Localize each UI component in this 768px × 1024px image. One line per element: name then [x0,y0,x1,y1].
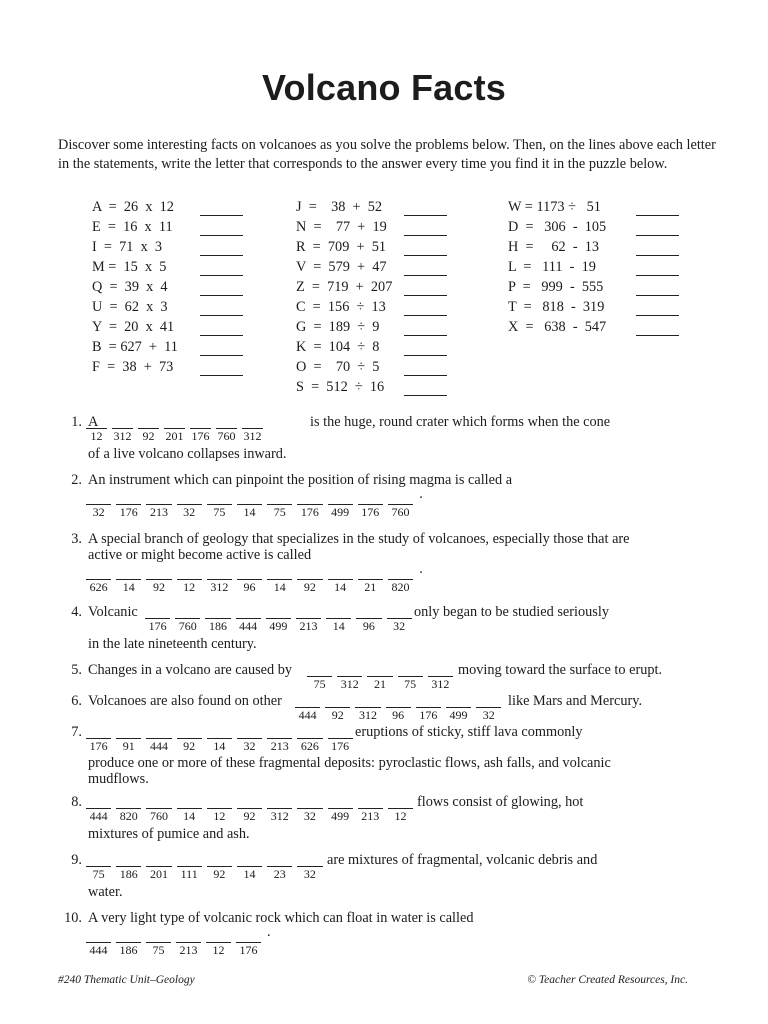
letter-slot[interactable] [145,604,175,633]
letter-slot[interactable] [216,414,242,443]
letter-slot[interactable] [116,724,146,753]
letter-slot[interactable] [146,794,176,823]
answer-blank[interactable] [200,241,243,256]
letter-slot[interactable] [328,794,358,823]
letter-code: 14 [273,580,286,594]
letter-slot[interactable] [207,565,237,594]
letter-slot[interactable] [112,414,138,443]
question-text: Volcanoes are also found on other [88,693,282,709]
letter-slot[interactable] [176,928,206,957]
letter-slot[interactable] [177,794,207,823]
letter-slot[interactable] [86,928,116,957]
letter-code: 75 [273,505,286,519]
letter-slot[interactable] [358,794,388,823]
answer-blank[interactable] [200,321,243,336]
key-row [296,316,447,336]
key-problem: F = 38 + 73 [92,359,174,375]
question-text-after: moving toward the surface to erupt. [458,662,663,678]
question-text: An instrument which can pinpoint the position of rising magma is called a [88,472,513,488]
letter-code: 176 [419,708,438,722]
page-title: Volcano Facts [261,67,506,108]
key-problem: L = 111 - 19 [508,259,596,275]
letter-slot[interactable] [355,693,385,722]
letter-slot[interactable] [116,490,146,519]
key-problem: G = 189 ÷ 9 [296,319,380,335]
letter-blanks [295,693,506,722]
letter-slot[interactable] [297,490,327,519]
letter-slot[interactable] [207,724,237,753]
letter-slot[interactable] [428,662,458,691]
footer-unit-label: #240 Thematic Unit–Geology [58,974,195,986]
key-problem: M = 15 x 5 [92,259,167,275]
letter-slot[interactable] [146,724,176,753]
letter-slot[interactable] [297,852,327,881]
letter-slot[interactable] [242,414,268,443]
letter-code: 12 [90,429,103,443]
answer-blank[interactable] [404,201,447,216]
key-problem: N = 77 + 19 [296,219,387,235]
letter-slot[interactable] [86,852,116,881]
letter-code: 176 [191,429,210,443]
letter-slot[interactable] [207,852,237,881]
key-row [296,276,447,296]
letter-code: 96 [243,580,256,594]
key-problem: C = 156 ÷ 13 [296,299,386,315]
question-text: A [88,414,99,430]
letter-code: 186 [119,943,138,957]
letter-slot[interactable] [337,662,367,691]
letter-slot[interactable] [388,794,418,823]
letter-slot[interactable] [177,490,207,519]
letter-slot[interactable] [86,414,112,443]
question-number: 7. [71,724,82,740]
letter-slot[interactable] [86,794,116,823]
letter-slot[interactable] [267,565,297,594]
letter-code: 21 [373,677,386,691]
question-text-after: are mixtures of fragmental, volcanic debris and [327,852,598,868]
question-text-after: like Mars and Mercury. [508,693,643,709]
letter-code: 499 [449,708,468,722]
key-row [508,276,679,296]
letter-code: 213 [149,505,168,519]
letter-code: 92 [152,580,165,594]
answer-key-column-2 [296,196,447,396]
letter-slot[interactable] [386,693,416,722]
letter-slot[interactable] [398,662,428,691]
question-number: 1. [71,414,82,430]
answer-blank[interactable] [200,261,243,276]
letter-code: 626 [89,580,108,594]
letter-code: 213 [270,739,289,753]
letter-code: 186 [119,867,138,881]
question-text: A very light type of volcanic rock which can float in water is called [88,910,474,926]
key-row [92,336,243,356]
letter-slot[interactable] [86,724,116,753]
key-row [508,296,679,316]
letter-code: 201 [149,867,168,881]
letter-code: 820 [119,809,138,823]
answer-key-column-3 [508,196,679,336]
letter-code: 499 [269,619,288,633]
letter-slot[interactable] [205,604,235,633]
answer-blank[interactable] [200,221,243,236]
letter-blanks [86,794,418,823]
letter-code: 312 [270,809,289,823]
question-number: 10. [64,910,82,926]
answer-blank[interactable] [404,221,447,236]
letter-slot[interactable] [297,565,327,594]
question-text-continued: mudflows. [88,771,149,787]
letter-code: 32 [303,867,316,881]
letter-slot[interactable] [387,604,417,633]
letter-slot[interactable] [358,565,388,594]
letter-slot[interactable] [206,928,236,957]
question-number: 2. [71,472,82,488]
question-text-continued: active or might become active is called [88,547,312,563]
letter-code: 75 [92,867,105,881]
key-problem: Z = 719 + 207 [296,279,393,295]
answer-blank[interactable] [636,241,679,256]
answer-blank[interactable] [636,221,679,236]
key-row [296,236,447,256]
key-problem: A = 26 x 12 [92,199,174,215]
letter-code: 21 [364,580,377,594]
letter-code: 92 [142,429,155,443]
answer-blank[interactable] [404,341,447,356]
letter-code: 176 [331,739,350,753]
letter-slot[interactable] [164,414,190,443]
key-row [92,316,243,336]
footer-copyright: © Teacher Created Resources, Inc. [527,974,688,986]
answer-blank[interactable] [200,201,243,216]
question-text: A special branch of geology that specializes in the study of volcanoes, especially those that are [88,531,630,547]
letter-slot[interactable] [267,794,297,823]
letter-slot[interactable] [207,490,237,519]
sentence-period: . [419,561,423,577]
letter-code: 75 [404,677,417,691]
letter-code: 111 [180,867,198,881]
answer-blank[interactable] [404,241,447,256]
letter-code: 760 [149,809,168,823]
letter-code: 12 [213,809,226,823]
key-problem: R = 709 + 51 [296,239,386,255]
answer-key-column-1 [92,196,243,376]
key-row [296,196,447,216]
letter-slot[interactable] [237,852,267,881]
answer-blank[interactable] [404,301,447,316]
letter-code: 444 [89,809,108,823]
letter-slot[interactable] [388,565,418,594]
letter-slot[interactable] [207,794,237,823]
letter-slot[interactable] [266,604,296,633]
letter-slot[interactable] [236,928,266,957]
key-row [296,296,447,316]
letter-code: 201 [165,429,184,443]
letter-code: 32 [393,619,406,633]
letter-code: 499 [331,505,350,519]
answer-blank[interactable] [404,261,447,276]
question-text-continued: in the late nineteenth century. [88,636,257,652]
question-number: 8. [71,794,82,810]
letter-code: 32 [243,739,256,753]
letter-slot[interactable] [328,565,358,594]
question-number: 3. [71,531,82,547]
letter-blanks [86,565,418,594]
key-row [296,256,447,276]
answer-blank[interactable] [636,321,679,336]
key-problem: W = 1173 ÷ 51 [508,199,601,215]
letter-slot[interactable] [388,490,418,519]
key-row [296,216,447,236]
letter-code: 444 [149,739,168,753]
letter-slot[interactable] [416,693,446,722]
question-number: 4. [71,604,82,620]
letter-code: 626 [300,739,319,753]
question-text-after: eruptions of sticky, stiff lava commonly [355,724,583,740]
letter-code: 312 [210,580,229,594]
letter-code: 14 [334,580,347,594]
letter-blanks [86,724,358,753]
question-text-continued: of a live volcano collapses inward. [88,446,287,462]
letter-code: 176 [89,739,108,753]
letter-code: 186 [208,619,227,633]
letter-code: 444 [239,619,258,633]
answer-blank[interactable] [404,381,447,396]
letter-code: 312 [431,677,450,691]
question-text-after: only began to be studied seriously [414,604,609,620]
answer-blank[interactable] [636,201,679,216]
key-row [92,236,243,256]
letter-code: 91 [122,739,135,753]
letter-code: 820 [391,580,410,594]
key-problem: V = 579 + 47 [296,259,387,275]
answer-blank[interactable] [404,361,447,376]
letter-slot[interactable] [190,414,216,443]
letter-slot[interactable] [328,490,358,519]
key-row [92,256,243,276]
letter-code: 32 [303,809,316,823]
letter-blanks [307,662,458,691]
letter-slot[interactable] [328,724,358,753]
letter-slot[interactable] [116,928,146,957]
letter-code: 213 [179,943,198,957]
key-problem: T = 818 - 319 [508,299,605,315]
question-number: 6. [71,693,82,709]
key-row [92,196,243,216]
question-text: Changes in a volcano are caused by [88,662,293,678]
key-problem: E = 16 x 11 [92,219,173,235]
answer-blank[interactable] [404,321,447,336]
letter-code: 96 [362,619,375,633]
letter-code: 444 [298,708,317,722]
key-row [92,216,243,236]
letter-code: 14 [243,505,256,519]
key-row [508,216,679,236]
letter-blanks [86,490,418,519]
letter-code: 32 [482,708,495,722]
letter-code: 92 [303,580,316,594]
letter-code: 14 [243,867,256,881]
answer-blank[interactable] [636,281,679,296]
answer-blank[interactable] [200,281,243,296]
key-problem: O = 70 ÷ 5 [296,359,380,375]
letter-code: 32 [183,505,196,519]
key-problem: I = 71 x 3 [92,239,163,255]
key-row [296,336,447,356]
letter-slot[interactable] [267,490,297,519]
key-problem: K = 104 ÷ 8 [296,339,380,355]
letter-code: 312 [358,708,377,722]
letter-code: 75 [313,677,326,691]
letter-code: 176 [300,505,319,519]
question-number: 5. [71,662,82,678]
letter-slot[interactable] [237,490,267,519]
letter-code: 760 [391,505,410,519]
letter-slot[interactable] [177,565,207,594]
letter-code: 12 [183,580,196,594]
key-row [508,256,679,276]
letter-slot[interactable] [138,414,164,443]
question-text-after: is the huge, round crater which forms when the cone [310,414,611,430]
key-problem: X = 638 - 547 [508,319,607,335]
letter-code: 96 [392,708,405,722]
key-problem: Q = 39 x 4 [92,279,168,295]
key-problem: D = 306 - 105 [508,219,607,235]
letter-slot[interactable] [237,565,267,594]
letter-slot[interactable] [297,724,327,753]
letter-slot[interactable] [297,794,327,823]
letter-slot[interactable] [307,662,337,691]
letter-blanks [86,852,328,881]
question-text-continued: produce one or more of these fragmental deposits: pyroclastic flows, ash falls, and volcanic [88,755,611,771]
letter-code: 14 [213,739,226,753]
letter-slot[interactable] [236,604,266,633]
letter-code: 176 [148,619,167,633]
letter-slot[interactable] [356,604,386,633]
letter-slot[interactable] [175,604,205,633]
letter-code: 14 [122,580,135,594]
question-text-after: flows consist of glowing, hot [417,794,584,810]
key-row [92,276,243,296]
letter-slot[interactable] [146,852,176,881]
key-problem: H = 62 - 13 [508,239,600,255]
key-problem: P = 999 - 555 [508,279,604,295]
letter-slot[interactable] [295,693,325,722]
letter-slot[interactable] [86,565,116,594]
letter-code: 32 [92,505,105,519]
letter-code: 213 [361,809,380,823]
letter-code: 12 [394,809,407,823]
key-row [508,196,679,216]
key-row [92,356,243,376]
key-row [296,376,447,396]
letter-code: 14 [332,619,345,633]
letter-code: 75 [213,505,226,519]
letter-slot[interactable] [325,693,355,722]
question-text: Volcanic [88,604,138,620]
letter-slot[interactable] [446,693,476,722]
key-row [296,356,447,376]
letter-slot[interactable] [326,604,356,633]
answer-blank[interactable] [404,281,447,296]
letter-code: 312 [340,677,359,691]
letter-slot[interactable] [358,490,388,519]
letter-slot[interactable] [177,724,207,753]
letter-code: 23 [273,867,286,881]
letter-code: 176 [239,943,258,957]
letter-code: 312 [113,429,132,443]
letter-slot[interactable] [296,604,326,633]
key-problem: Y = 20 x 41 [92,319,175,335]
answer-blank[interactable] [636,261,679,276]
key-problem: U = 62 x 3 [92,299,168,315]
letter-slot[interactable] [86,490,116,519]
letter-blanks [86,414,268,443]
key-row [92,296,243,316]
letter-slot[interactable] [267,724,297,753]
letter-slot[interactable] [237,724,267,753]
letter-code: 12 [212,943,225,957]
letter-code: 176 [119,505,138,519]
letter-code: 213 [299,619,318,633]
intro-paragraph: Discover some interesting facts on volcanoes as you solve the problems below. Then, on the lines above each letter in the statements, write the letter that corresponds to the answer every time you find it in the puzzle below. [58,137,716,172]
answer-blank[interactable] [200,301,243,316]
letter-slot[interactable] [237,794,267,823]
letter-code: 14 [183,809,196,823]
answer-blank[interactable] [200,361,243,376]
key-problem: S = 512 ÷ 16 [296,379,385,395]
letter-slot[interactable] [367,662,397,691]
key-problem: J = 38 + 52 [296,199,383,215]
letter-code: 444 [89,943,108,957]
key-problem: B = 627 + 11 [92,339,178,355]
key-row [508,236,679,256]
letter-blanks [86,928,266,957]
letter-slot[interactable] [267,852,297,881]
letter-slot[interactable] [116,794,146,823]
letter-code: 176 [361,505,380,519]
answer-blank[interactable] [636,301,679,316]
letter-slot[interactable] [146,565,176,594]
letter-code: 92 [331,708,344,722]
letter-slot[interactable] [476,693,506,722]
question-text-continued: mixtures of pumice and ash. [88,826,250,842]
question-number: 9. [71,852,82,868]
letter-code: 92 [213,867,226,881]
letter-code: 760 [178,619,197,633]
letter-code: 312 [243,429,262,443]
letter-code: 92 [183,739,196,753]
letter-code: 760 [217,429,236,443]
answer-blank[interactable] [200,341,243,356]
question-text-continued: water. [88,884,123,900]
letter-blanks [145,604,417,633]
letter-code: 75 [152,943,165,957]
letter-slot[interactable] [116,852,146,881]
letter-code: 499 [331,809,350,823]
letter-slot[interactable] [116,565,146,594]
sentence-period: . [267,924,271,940]
key-row [508,316,679,336]
letter-slot[interactable] [146,490,176,519]
sentence-period: . [419,486,423,502]
letter-slot[interactable] [146,928,176,957]
letter-slot[interactable] [177,852,207,881]
letter-code: 92 [243,809,256,823]
